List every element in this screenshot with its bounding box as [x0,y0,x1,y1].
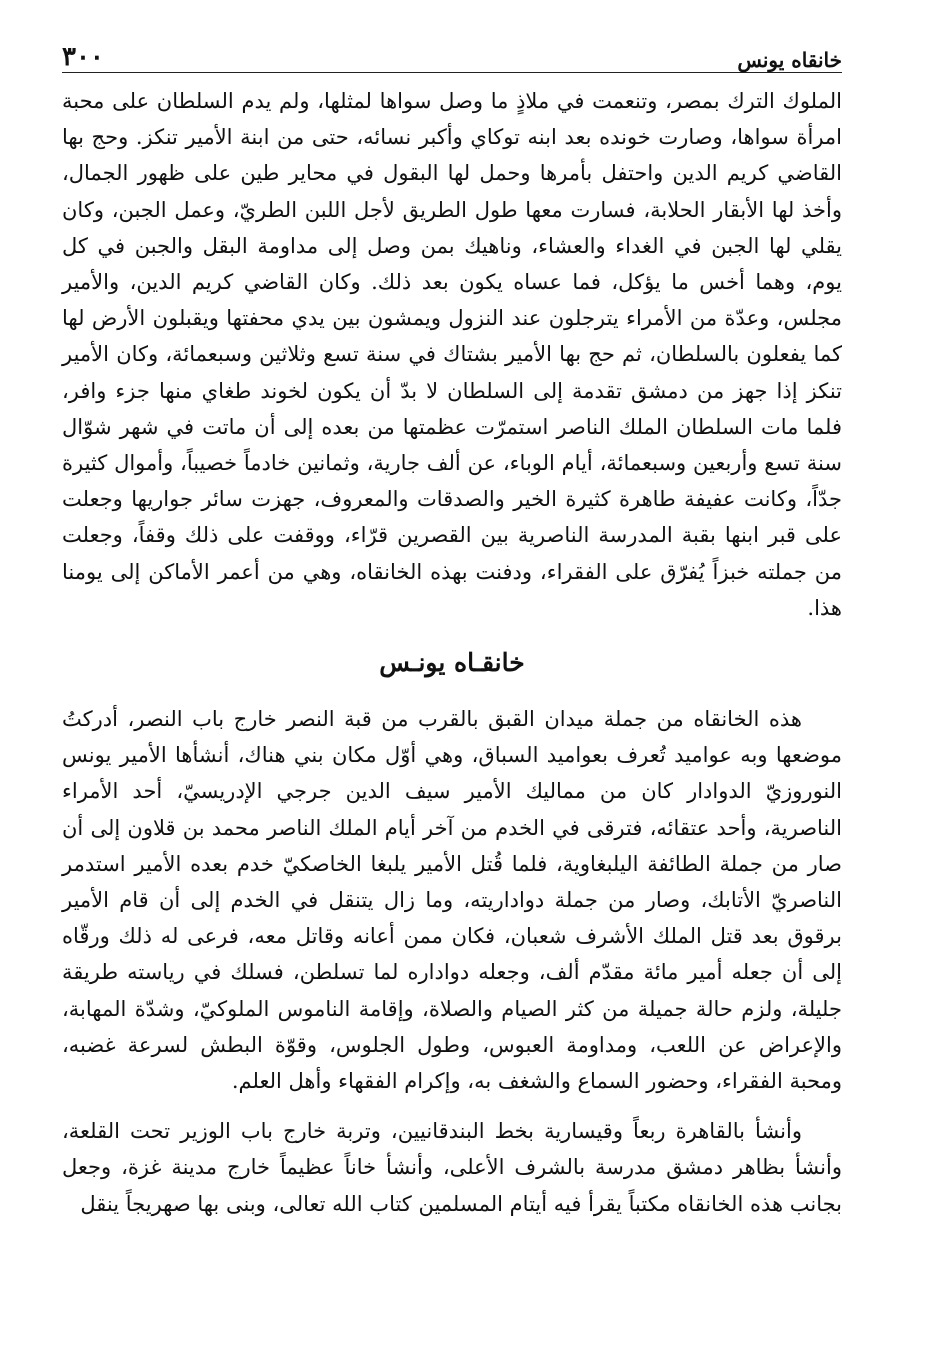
paragraph-continuation: الملوك الترك بمصر، وتنعمت في ملاذٍ ما وصل سواها لمثلها، ولم يدم السلطان على محبة امرأة سواها، وصارت خونده بعد ابنه توكاي وأكبر نسائه، حتى من ابنة الأمير تنكز. وحج بها القاضي كريم الدين واحتفل بأمرها وحمل لها البقول في محاير طين على ظهور الجمال، وأخذ لها الأبقار الحلابة، فسارت معها طول الطريق لأجل اللبن الطريّ، وعمل الجبن، وكان يقلي لها الجبن في الغداء والعشاء، وناهيك بمن وصل إلى مداومة البقل والجبن في كل يوم، وهما أخس ما يؤكل، فما عساه يكون بعد ذلك. وكان القاضي كريم الدين، والأمير مجلس، وعدّة من الأمراء يترجلون عند النزول ويمشون بين يدي محفتها ويقبلون الأرض لها كما يفعلون بالسلطان، ثم حج بها الأمير بشتاك في سنة تسع وثلاثين وسبعمائة، وكان الأمير تنكز إذا جهز من دمشق تقدمة إلى السلطان لا بدّ أن يكون لخوند طغاي منها جزء وافر، فلما مات السلطان الملك الناصر استمرّت عظمتها من بعده إلى أن ماتت في شهر شوّال سنة تسع وأربعين وسبعمائة، أيام الوباء، عن ألف جارية، وثمانين خادماً خصيباً، وأموال كثيرة جدّاً، وكانت عفيفة طاهرة كثيرة الخير والصدقات والمعروف، جهزت سائر جواريها وجعلت على قبر ابنها بقبة المدرسة الناصرية بين القصرين قرّاء، ووقفت على ذلك وقفاً، وجعلت من جملته خبزاً يُفرّق على الفقراء، ودفنت بهذه الخانقاه، وهي من أعمر الأماكن إلى يومنا هذا. [62,89,842,620]
paragraph-section-2: وأنشأ بالقاهرة ربعاً وقيسارية بخط البندقانيين، وتربة خارج باب الوزير تحت القلعة، وأنشأ بظاهر دمشق مدرسة بالشرف الأعلى، وأنشأ خاناً عظيماً خارج مدينة غزة، وجعل بجانب هذه الخانقاه مكتباً يقرأ فيه أيتام المسلمين كتاب الله تعالى، وبنى بها صهريجاً ينقل [62,1119,842,1216]
page-number: ٣٠٠ [62,42,104,72]
running-title: خانقاه يونس [737,48,842,72]
book-page [62,28,842,1222]
section-heading: خانقـاه يونـس [379,648,525,678]
running-head [62,28,842,73]
paragraph-section-1: هذه الخانقاه من جملة ميدان القبق بالقرب من قبة النصر خارج باب النصر، أدركتُ موضعها وبه عواميد تُعرف بعواميد السباق، وهي أوّل مكان بني هناك، أنشأها الأمير يونس النوروزيّ الدوادار كان من مماليك الأمير سيف الدين جرجي الإدريسيّ، أحد الأمراء الناصرية، وأحد عتقائه، فترقى في الخدم من آخر أيام الملك الناصر محمد بن قلاون إلى أن صار من جملة الطائفة اليلبغاوية، فلما قُتل الأمير يلبغا الخاصكيّ خدم بعده الأمير استدمر الناصريّ الأتابك، وصار من جملة دواداريته، وما زال يتنقل في الخدم إلى أن قام الأمير برقوق بعد قتل الملك الأشرف شعبان، فكان ممن أعانه وقاتل معه، فرعى له ذلك ورقّاه إلى أن جعله أمير مائة مقدّم ألف، وجعله دواداره لما تسلطن، فسلك في رياسته طريقة جليلة، ولزم حالة جميلة من كثر الصيام والصلاة، وإقامة الناموس الملوكيّ، وشدّة المهابة، والإعراض عن اللعب، ومداومة العبوس، وطول الجلوس، وقوّة البطش لسرعة غضبه، ومحبة الفقراء، وحضور السماع والشغف به، وإكرام الفقهاء وأهل العلم. [62,707,842,1094]
